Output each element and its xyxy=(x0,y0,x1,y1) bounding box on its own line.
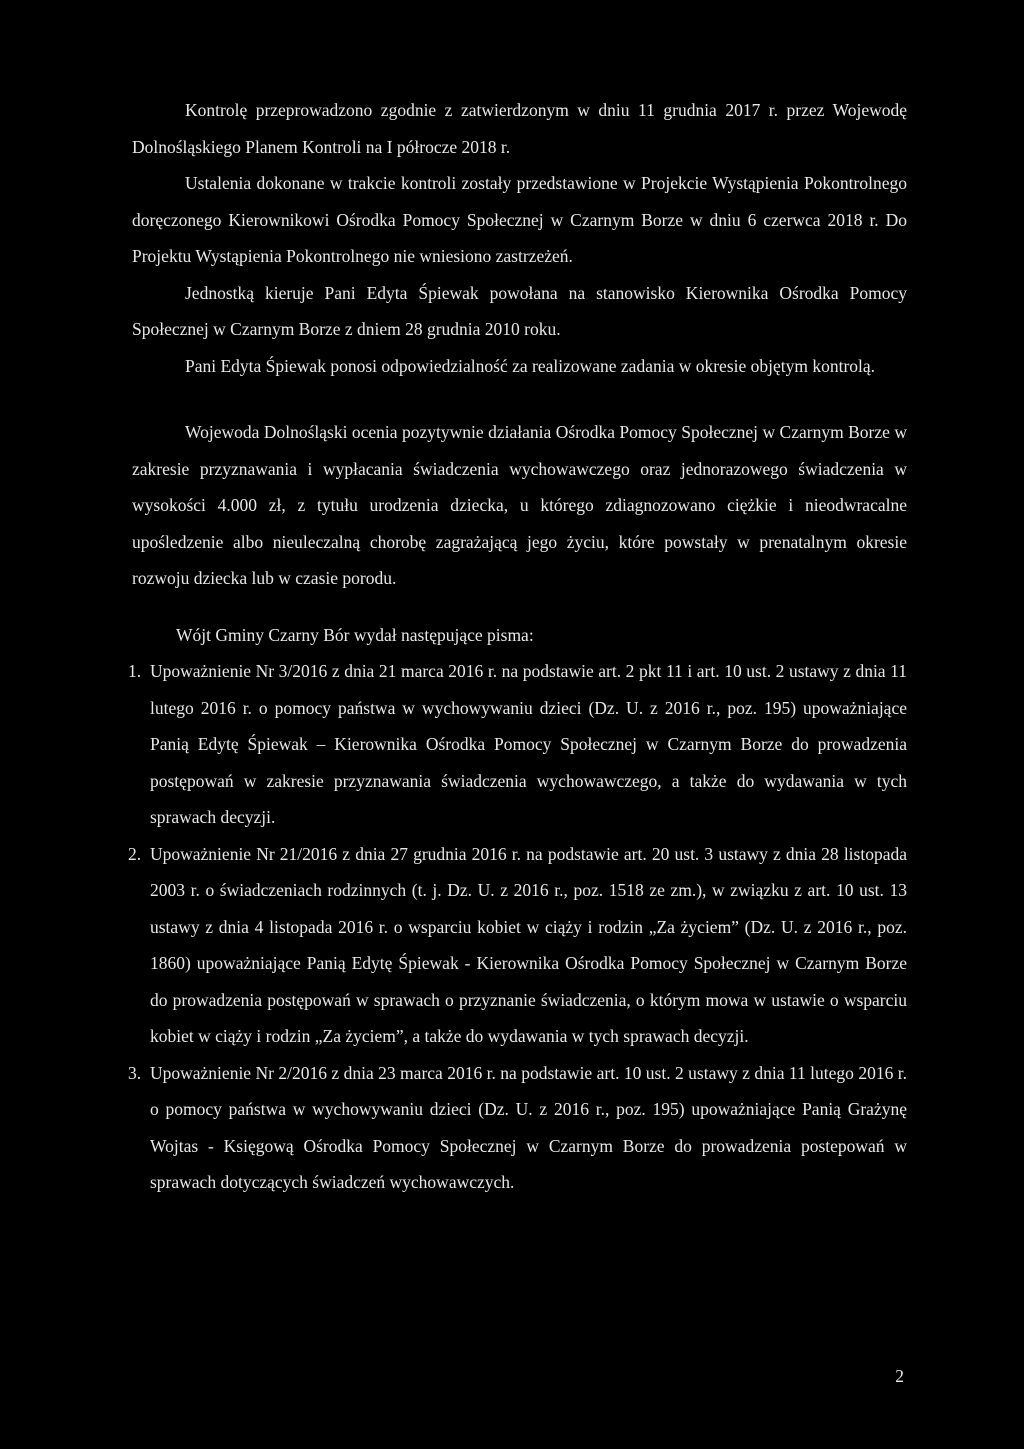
paragraph-responsibility: Pani Edyta Śpiewak ponosi odpowiedzialność za realizowane zadania w okresie objętym kontrolą. xyxy=(185,355,876,376)
list-intro: Wójt Gminy Czarny Bór wydał następujące pisma: xyxy=(176,624,534,645)
paragraph-findings: Ustalenia dokonane w trakcie kontroli zostały przedstawione w Projekcie Wystąpienia Pokontrolnego doręczonego Kierownikowi Ośrodka Pomocy Społecznej w Czarnym Borze w dniu 6 czerwca 2018 r. Do Projektu Wystąpienia Pokontrolnego nie wniesiono zastrzeżeń. xyxy=(132,173,907,266)
list-item xyxy=(128,836,907,1055)
page-body xyxy=(128,92,907,1201)
list-item-text: Upoważnienie Nr 21/2016 z dnia 27 grudnia 2016 r. na podstawie art. 20 ust. 3 ustawy z dnia 28 listopada 2003 r. o świadczeniach rodzinnych (t. j. Dz. U. z 2016 r., poz. 1518 ze zm.), w związku z art. 10 ust. 13 ustawy z dnia 4 listopada 2016 r. o wsparciu kobiet w ciąży i rodzin „Za życiem” (Dz. U. z 2016 r., poz. 1860) upoważniające Panią Edytę Śpiewak - Kierownika Ośrodka Pomocy Społecznej w Czarnym Borze do prowadzenia postępowań w sprawach o przyznanie świadczenia, o którym mowa w ustawie o wsparciu kobiet w ciąży i rodzin „Za życiem”, a także do wydawania w tych sprawach decyzji. xyxy=(150,843,907,1046)
paragraph-head-of-unit: Jednostką kieruje Pani Edyta Śpiewak powołana na stanowisko Kierownika Ośrodka Pomocy Społecznej w Czarnym Borze z dniem 28 grudnia 2010 roku. xyxy=(132,282,907,339)
list-item-number: 2. xyxy=(128,843,142,864)
spacer xyxy=(132,597,907,617)
list-item xyxy=(128,1055,907,1201)
page-number: 2 xyxy=(895,1366,904,1386)
authorizations-list xyxy=(128,653,907,1201)
paragraph-assessment: Wojewoda Dolnośląski ocenia pozytywnie działania Ośrodka Pomocy Społecznej w Czarnym Borze w zakresie przyznawania i wypłacania świadczenia wychowawczego oraz jednorazowego świadczenia w wysokości 4.000 zł, z tytułu urodzenia dziecka, u którego zdiagnozowano ciężkie i nieodwracalne upośledzenie albo nieuleczalną chorobę zagrażającą jego życiu, które powstały w prenatalnym okresie rozwoju dziecka lub w czasie porodu. xyxy=(132,422,907,588)
list-item-number: 3. xyxy=(128,1062,142,1083)
spacer xyxy=(132,384,907,414)
list-item xyxy=(128,653,907,836)
paragraph-control-basis: Kontrolę przeprowadzono zgodnie z zatwierdzonym w dniu 11 grudnia 2017 r. przez Wojewodę Dolnośląskiego Planem Kontroli na I półrocze 2018 r. xyxy=(132,100,907,157)
list-item-text: Upoważnienie Nr 3/2016 z dnia 21 marca 2016 r. na podstawie art. 2 pkt 11 i art. 10 ust. 2 ustawy z dnia 11 lutego 2016 r. o pomocy państwa w wychowywaniu dzieci (Dz. U. z 2016 r., poz. 195) upoważniające Panią Edytę Śpiewak – Kierownika Ośrodka Pomocy Społecznej w Czarnym Borze do prowadzenia postępowań w zakresie przyznawania świadczenia wychowawczego, a także do wydawania w tych sprawach decyzji. xyxy=(150,661,907,827)
list-item-number: 1. xyxy=(128,661,142,681)
list-item-text: Upoważnienie Nr 2/2016 z dnia 23 marca 2016 r. na podstawie art. 10 ust. 2 ustawy z dnia 11 lutego 2016 r. o pomocy państwa w wychowywaniu dzieci (Dz. U. z 2016 r., poz. 195) upoważniające Panią Grażynę Wojtas - Księgową Ośrodka Pomocy Społecznej w Czarnym Borze do prowadzenia postepowań w sprawach dotyczących świadczeń wychowawczych. xyxy=(150,1062,907,1192)
